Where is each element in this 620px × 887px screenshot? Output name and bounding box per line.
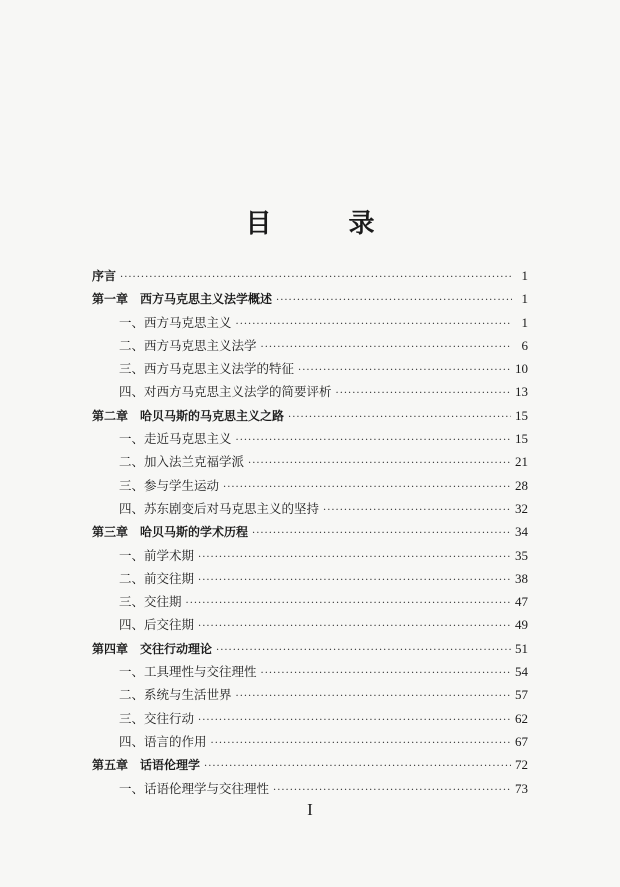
dot-leader: [198, 709, 511, 732]
toc-page-number: 34: [515, 524, 528, 540]
dot-leader: [236, 429, 511, 452]
toc-entry[interactable]: [92, 264, 528, 287]
dot-leader: [204, 755, 511, 778]
toc-page-number: 1: [521, 291, 528, 307]
toc-page-number: 62: [515, 710, 528, 726]
dot-leader: [261, 336, 512, 359]
dot-leader: [288, 406, 511, 429]
toc-page-number: 6: [521, 337, 528, 353]
toc-entry[interactable]: [92, 497, 528, 520]
toc-label: 二、加入法兰克福学派: [119, 454, 245, 470]
toc-entry[interactable]: [92, 520, 528, 543]
toc-label: 四、后交往期: [119, 617, 195, 633]
toc-page-number: 1: [521, 314, 528, 330]
dot-leader: [248, 452, 511, 475]
dot-leader: [323, 499, 511, 522]
toc-page-number: 10: [515, 361, 528, 377]
toc-page-number: 57: [515, 687, 528, 703]
toc-page-number: 54: [515, 664, 528, 680]
toc-page-number: 1: [521, 268, 528, 283]
toc-label: 第二章 哈贝马斯的马克思主义之路: [92, 408, 285, 423]
dot-leader: [261, 662, 511, 685]
dot-leader: [198, 569, 511, 592]
toc-label: 一、前学术期: [119, 547, 195, 563]
dot-leader: [336, 382, 511, 405]
toc-entry[interactable]: [92, 637, 528, 660]
dot-leader: [120, 266, 512, 289]
toc-label: 三、交往期: [119, 594, 182, 610]
toc-label: 四、苏东剧变后对马克思主义的坚持: [119, 500, 320, 516]
toc-page-number: 67: [515, 733, 528, 749]
toc-page-number: 13: [515, 384, 528, 400]
toc-entry[interactable]: [92, 474, 528, 497]
toc-entry[interactable]: [92, 357, 528, 380]
dot-leader: [216, 639, 511, 662]
toc-page-number: 21: [515, 454, 528, 470]
toc-entry[interactable]: [92, 730, 528, 753]
toc-entry[interactable]: [92, 707, 528, 730]
toc-entry[interactable]: [92, 404, 528, 427]
dot-leader: [276, 289, 512, 312]
toc-entry[interactable]: [92, 380, 528, 403]
toc-entry[interactable]: [92, 311, 528, 334]
dot-leader: [236, 313, 512, 336]
toc-page-number: 15: [515, 431, 528, 447]
toc-label: 一、工具理性与交往理性: [119, 664, 257, 680]
toc-label: 一、西方马克思主义: [119, 314, 232, 330]
toc-page-number: 51: [515, 640, 528, 656]
toc-entry[interactable]: [92, 753, 528, 776]
toc-entry[interactable]: [92, 334, 528, 357]
toc-label: 第四章 交往行动理论: [92, 641, 213, 656]
toc-label: 二、系统与生活世界: [119, 687, 232, 703]
toc-page-number: 47: [515, 594, 528, 610]
toc-label: 四、语言的作用: [119, 733, 207, 749]
toc-label: 二、西方马克思主义法学: [119, 337, 257, 353]
toc-entry[interactable]: [92, 590, 528, 613]
dot-leader: [298, 359, 511, 382]
toc-label: 第五章 话语伦理学: [92, 758, 201, 773]
dot-leader: [223, 476, 511, 499]
toc-entry[interactable]: [92, 613, 528, 636]
dot-leader: [236, 685, 511, 708]
toc-label: 序言: [92, 269, 117, 283]
toc-entry[interactable]: [92, 683, 528, 706]
toc-label: 第一章 西方马克思主义法学概述: [92, 292, 273, 307]
toc-page-number: 73: [515, 780, 528, 796]
toc-label: 一、走近马克思主义: [119, 431, 232, 447]
toc-page-number: 32: [515, 500, 528, 516]
toc-entry[interactable]: [92, 567, 528, 590]
toc-page-number: 28: [515, 477, 528, 493]
toc-label: 第三章 哈贝马斯的学术历程: [92, 525, 249, 540]
toc-page-number: 15: [515, 407, 528, 423]
page-title: 目 录: [245, 209, 409, 239]
dot-leader: [198, 615, 511, 638]
toc-entry[interactable]: [92, 427, 528, 450]
toc-label: 四、对西方马克思主义法学的简要评析: [119, 384, 332, 400]
page-folio: I: [307, 800, 313, 819]
dot-leader: [273, 779, 511, 802]
toc-entry[interactable]: [92, 544, 528, 567]
toc-label: 三、西方马克思主义法学的特征: [119, 361, 295, 377]
toc-label: 三、参与学生运动: [119, 477, 220, 493]
toc-label: 一、话语伦理学与交往理性: [119, 780, 270, 796]
toc-page-number: 38: [515, 570, 528, 586]
toc-entry[interactable]: [92, 287, 528, 310]
toc-page-number: 72: [515, 757, 528, 773]
toc-page-number: 35: [515, 547, 528, 563]
toc-label: 三、交往行动: [119, 710, 195, 726]
dot-leader: [198, 546, 511, 569]
dot-leader: [252, 522, 511, 545]
dot-leader: [211, 732, 511, 755]
toc-entry[interactable]: [92, 450, 528, 473]
table-of-contents: [92, 264, 528, 800]
toc-entry[interactable]: [92, 777, 528, 800]
dot-leader: [186, 592, 511, 615]
toc-label: 二、前交往期: [119, 570, 195, 586]
toc-entry[interactable]: [92, 660, 528, 683]
toc-page-number: 49: [515, 617, 528, 633]
